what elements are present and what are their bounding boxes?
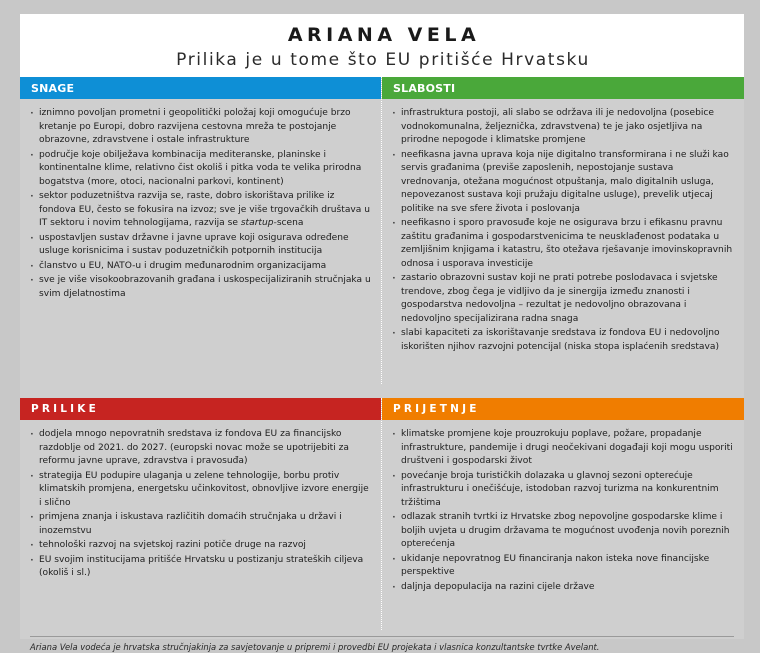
list-item: · neefikasno i sporo pravosuđe koje ne osigurava brzu i efikasnu pravnu zaštitu građanima i gospodarstvenicima te neusklađenost podataka u zemljišnim knjigama i katastru, što otežava rješavanje imovinskopravnih odnosa i usporava investicije — [390, 217, 734, 271]
quadrant-weaknesses — [382, 77, 744, 384]
quadrant-opportunities — [20, 398, 382, 630]
swot-grid-top — [20, 77, 744, 384]
list-item: · infrastruktura postoji, ali slabo se održava ili je nedovoljna (posebice vodnokomunalna, željeznička, zdravstvena) te je jako osjetljiva na prirodne nepogode i klimatske promjene — [390, 107, 734, 148]
footer-divider — [30, 636, 734, 637]
list-item: · ukidanje nepovratnog EU financiranja nakon isteka nove financijske perspektive — [390, 553, 734, 580]
list-item: · klimatske promjene koje prouzrokuju poplave, požare, propadanje infrastrukture, pandemije i drugi neočekivani događaji koji mogu usporiti društveni i gospodarski život — [390, 428, 734, 469]
quadrant-strengths — [20, 77, 382, 384]
list-item: · sve je više visokoobrazovanih građana i uskospecijaliziranih stručnjaka u svim djelatnostima — [28, 274, 371, 301]
list-item: · uspostavljen sustav državne i javne uprave koji osigurava određene usluge korisnicima i sustav poduzetničkih potpornih institucija — [28, 232, 371, 259]
swot-poster — [20, 14, 744, 653]
quadrant-header-weaknesses — [382, 77, 744, 99]
list-item: · dodjela mnogo nepovratnih sredstava iz fondova EU za financijsko razdoblje od 2021. do 2027. (europski novac može se upotrijebiti za reformu javne uprave, zdravstva i pravosuđa) — [28, 428, 371, 469]
footer — [20, 630, 744, 653]
row-divider — [20, 384, 744, 398]
list-item: · primjena znanja i iskustava različitih domaćih stručnjaka u državi i inozemstvu — [28, 511, 371, 538]
quadrant-header-strengths — [20, 77, 381, 99]
list-item: · neefikasna javna uprava koja nije digitalno transformirana i ne služi kao servis građanima (previše zaposlenih, nepostojanje sustava vrednovanja, otežana mogućnost otpuštanja, malo digitalnih usluga, nepovezanost sustava koji pružaju digitalne usluge), prevelik utjecaj politike na sve sfere života i poslovanja — [390, 149, 734, 217]
quadrant-threats — [382, 398, 744, 630]
list-item: · članstvo u EU, NATO-u i drugim međunarodnim organizacijama — [28, 260, 371, 274]
quadrant-label-opportunities: PRILIKE — [31, 403, 99, 416]
page-subtitle: Prilika je u tome što EU pritišće Hrvatsku — [176, 49, 590, 70]
weaknesses-list — [390, 107, 734, 354]
quadrant-body-strengths — [20, 99, 381, 384]
list-item: · daljnja depopulacija na razini cijele države — [390, 581, 734, 595]
quadrant-header-threats — [382, 398, 744, 420]
strengths-list — [28, 107, 371, 301]
swot-grid-bottom — [20, 398, 744, 630]
quadrant-body-opportunities — [20, 420, 381, 630]
list-item: · slabi kapaciteti za iskorištavanje sredstava iz fondova EU i nedovoljno iskorišten njihov razvojni potencijal (niska stopa isplaćenih sredstava) — [390, 327, 734, 354]
quadrant-body-threats — [382, 420, 744, 630]
title-block — [20, 14, 744, 77]
quadrant-header-opportunities — [20, 398, 381, 420]
quadrant-label-strengths: SNAGE — [31, 81, 75, 95]
list-item: · područje koje obilježava kombinacija mediteranske, planinske i kontinentalne klime, relativno čist okoliš i pitka voda te velika prirodna bogatstva (more, otoci, nacionalni parkovi, kontinent) — [28, 149, 371, 190]
quadrant-label-weaknesses: SLABOSTI — [393, 81, 456, 95]
list-item: · povećanje broja turističkih dolazaka u glavnoj sezoni opterećuje infrastrukturu i onečišćuje, istodoban razvoj turizma na konkurentnim tržištima — [390, 470, 734, 511]
list-item: · odlazak stranih tvrtki iz Hrvatske zbog nepovoljne gospodarske klime i boljih uvjeta u drugim državama te mogućnost uvođenja novih poreznih opterećenja — [390, 511, 734, 552]
page-title: ARIANA VELA — [287, 24, 481, 46]
threats-list — [390, 428, 734, 594]
quadrant-body-weaknesses — [382, 99, 744, 384]
list-item: · sektor poduzetništva razvija se, raste, dobro iskorištava prilike iz fondova EU, često se fokusira na izvoz; sve je više trgovačkih društava u IT sektoru i novim tehnologijama, razvija se startup-scena — [28, 190, 371, 231]
list-item: · EU svojim institucijama pritišće Hrvatsku u postizanju strateških ciljeva (okoliš i sl.) — [28, 554, 371, 581]
quadrant-label-threats: PRIJETNJE — [393, 403, 480, 416]
list-item: · strategija EU podupire ulaganja u zelene tehnologije, borbu protiv klimatskih promjena, energetsku učinkovitost, obnovljive izvore energije i slično — [28, 470, 371, 511]
opportunities-list — [28, 428, 371, 581]
list-item: · iznimno povoljan prometni i geopolitički položaj koji omogućuje brzo kretanje po Europi, dobro razvijena cestovna mreža te postojanje obrazovne, zdravstvene i ostale infrastrukture — [28, 107, 371, 148]
footer-note: Ariana Vela vodeća je hrvatska stručnjakinja za savjetovanje u pripremi i provedbi EU projekata i vlasnica konzultantske tvrtke Avelant. — [30, 642, 600, 653]
list-item: · zastario obrazovni sustav koji ne prati potrebe poslodavaca i svjetske trendove, zbog čega je vidljivo da je sinergija između znanosti i gospodarstva nedovoljna – rezultat je nedovoljno obrazovana i nedovoljno specijalizirana radna snaga — [390, 272, 734, 326]
list-item: · tehnološki razvoj na svjetskoj razini potiče druge na razvoj — [28, 539, 371, 553]
